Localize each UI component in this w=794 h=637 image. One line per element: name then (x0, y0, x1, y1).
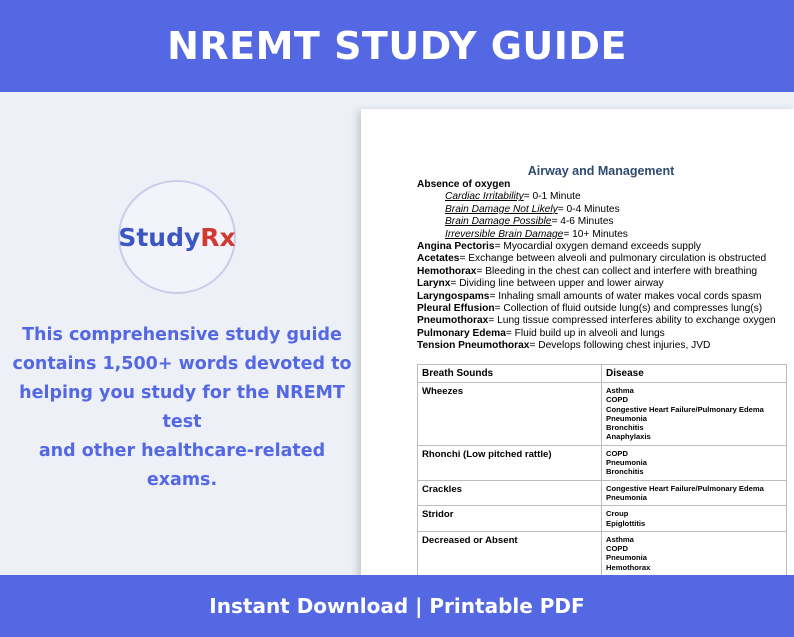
absence-item: Brain Damage Possible= 4-6 Minutes (445, 216, 614, 228)
breath-sound-cell: Decreased or Absent (418, 531, 602, 575)
disease-item: Pneumonia (606, 492, 647, 502)
definition: Larynx= Dividing line between upper and lower airway (417, 278, 664, 290)
disease-item: Hemothorax (606, 562, 651, 572)
disease-cell (602, 383, 787, 446)
breath-sounds-table (417, 364, 787, 576)
definition: Tension Pneumothorax= Develops following chest injuries, JVD (417, 340, 711, 352)
disease-item: Pneumonia (606, 553, 647, 563)
disease-item: Congestive Heart Failure/Pulmonary Edema (606, 404, 764, 414)
disease-item: COPD (606, 544, 628, 554)
table-row (418, 383, 787, 446)
promo-text (10, 321, 354, 495)
table-row (418, 480, 787, 506)
logo-study: Study (118, 222, 201, 252)
disease-item: Pneumonia (606, 458, 647, 468)
disease-cell (602, 480, 787, 506)
table-row (418, 445, 787, 480)
logo-text (118, 223, 235, 252)
disease-item: Pneumonia (606, 413, 647, 423)
promo-line: and other healthcare-related exams. (38, 441, 326, 490)
breath-sound-cell: Rhonchi (Low pitched rattle) (418, 445, 602, 480)
absence-item: Irreversible Brain Damage= 10+ Minutes (445, 228, 628, 240)
document-preview (361, 109, 794, 579)
absence-item: Cardiac Irritability= 0-1 Minute (445, 191, 581, 203)
breath-sound-cell: Wheezes (418, 383, 602, 446)
disease-item: Asthma (606, 534, 634, 544)
column-header: Breath Sounds (418, 365, 602, 383)
studyrx-logo (118, 180, 236, 294)
disease-item: Asthma (606, 386, 634, 395)
disease-item: Bronchitis (606, 423, 644, 433)
disease-item: Anaphylaxis (606, 432, 651, 442)
promo-line: contains 1,500+ words devoted to (12, 354, 352, 374)
promo-line: This comprehensive study guide (22, 325, 342, 345)
promo-line: helping you study for the NREMT test (19, 383, 345, 432)
absence-item: Brain Damage Not Likely= 0-4 Minutes (445, 203, 620, 215)
table-row (418, 531, 787, 575)
document-title: Airway and Management (527, 164, 675, 178)
logo-rx: Rx (200, 222, 236, 252)
disease-item: COPD (606, 395, 628, 405)
breath-sound-cell: Stridor (418, 506, 602, 532)
column-header: Disease (602, 365, 787, 383)
disease-cell (602, 445, 787, 480)
definition: Angina Pectoris= Myocardial oxygen demand exceeds supply (417, 241, 701, 253)
definition: Laryngospams= Inhaling small amounts of water makes vocal cords spasm (417, 290, 762, 302)
disease-item: COPD (606, 448, 628, 458)
disease-item: Congestive Heart Failure/Pulmonary Edema (606, 483, 764, 493)
footer-banner (0, 575, 794, 637)
definition: Pneumothorax= Lung tissue compressed interferes ability to exchange oxygen (417, 315, 776, 327)
page-title: NREMT STUDY GUIDE (167, 24, 627, 68)
header-banner (0, 0, 794, 92)
definition: Pleural Effusion= Collection of fluid outside lung(s) and compresses lung(s) (417, 303, 763, 315)
definition: Acetates= Exchange between alveoli and pulmonary circulation is obstructed (417, 253, 767, 265)
footer-text: Instant Download | Printable PDF (209, 594, 585, 618)
disease-item: Epiglottitis (606, 518, 646, 528)
disease-cell (602, 506, 787, 532)
breath-sound-cell: Crackles (418, 480, 602, 506)
disease-item: Croup (606, 509, 629, 519)
definition: Hemothorax= Bleeding in the chest can collect and interfere with breathing (417, 265, 758, 277)
table-row (418, 506, 787, 532)
definition: Pulmonary Edema= Fluid build up in alveoli and lungs (417, 327, 665, 339)
absence-heading: Absence of oxygen (417, 179, 511, 190)
disease-item: Bronchitis (606, 467, 644, 477)
table-header-row (418, 365, 787, 383)
document-body (417, 179, 794, 353)
disease-cell (602, 531, 787, 575)
